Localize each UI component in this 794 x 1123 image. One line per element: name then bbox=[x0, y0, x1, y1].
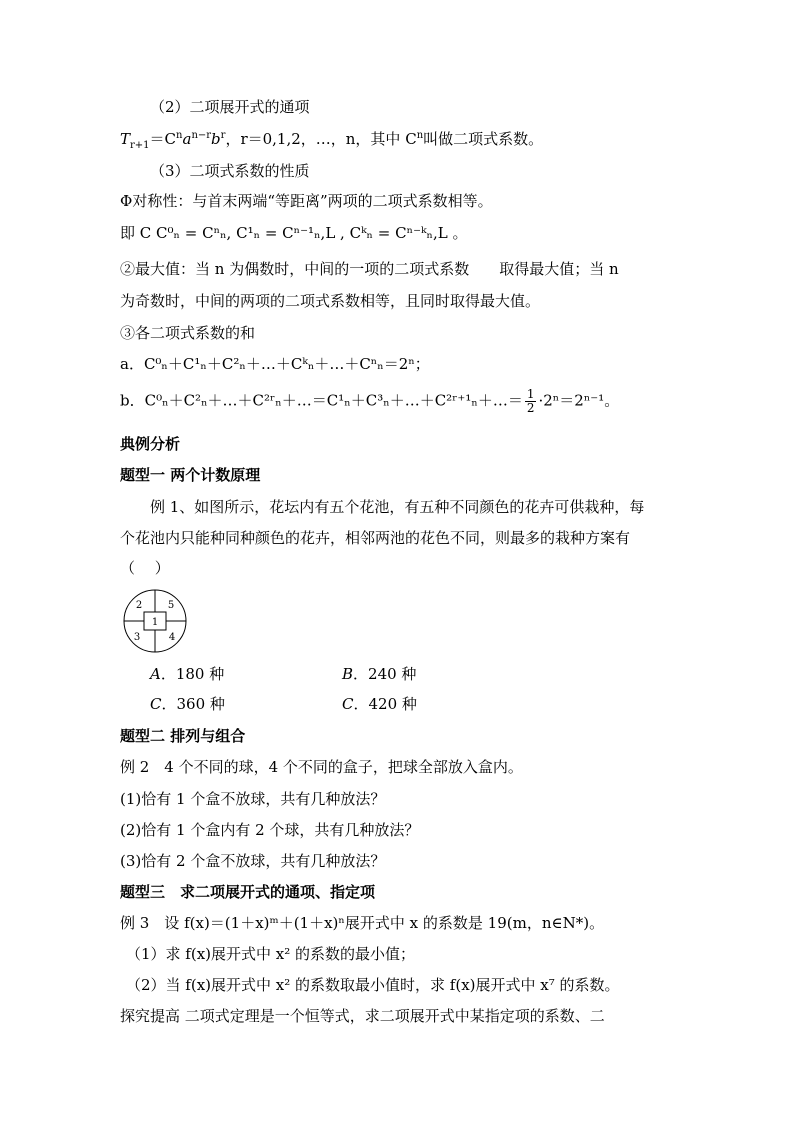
section-3-heading: （3）二项式系数的性质 bbox=[150, 162, 310, 180]
option-d-letter: C bbox=[342, 695, 354, 713]
option-a-letter: A bbox=[150, 665, 161, 683]
type-2-heading: 题型二 排列与组合 bbox=[120, 727, 246, 745]
option-c bbox=[150, 694, 225, 714]
term-n-sup-2: n bbox=[416, 130, 424, 141]
option-a bbox=[150, 664, 224, 684]
formula-a: a．C⁰ₙ＋C¹ₙ＋C²ₙ＋…＋Cᵏₙ＋…＋Cⁿₙ＝2ⁿ； bbox=[120, 355, 430, 373]
term-a: a bbox=[182, 130, 192, 148]
example-1-line-2: 个花池内只能种同种颜色的花卉，相邻两池的花色不同，则最多的栽种方案有 bbox=[120, 529, 631, 547]
general-term-formula bbox=[120, 129, 543, 149]
term-b: b bbox=[211, 130, 221, 148]
symmetry-formula: 即 C C⁰ₙ = Cⁿₙ, C¹ₙ = Cⁿ⁻¹ₙ,L , Cᵏₙ = Cⁿ⁻ᵏₙ,L 。 bbox=[120, 224, 468, 242]
pool-label-1: 1 bbox=[151, 617, 159, 628]
sum-heading: ③各二项式系数的和 bbox=[120, 324, 256, 342]
option-c-letter: C bbox=[150, 695, 162, 713]
option-b-letter: B bbox=[342, 665, 354, 683]
term-eq: ＝C bbox=[149, 130, 177, 148]
term-r-sup: r bbox=[220, 130, 226, 141]
flower-bed-diagram bbox=[120, 588, 190, 658]
example-1-line-3: （ ） bbox=[120, 559, 170, 577]
example-3-question-1: （1）求 f(x)展开式中 x² 的系数的最小值； bbox=[126, 945, 416, 963]
term-exp1: n−r bbox=[191, 130, 212, 141]
type-3-heading: 题型三 求二项展开式的通项、指定项 bbox=[120, 883, 376, 901]
term-t: T bbox=[120, 130, 131, 148]
formula-b-post: ·2ⁿ＝2ⁿ⁻¹。 bbox=[538, 391, 620, 410]
section-examples-heading: 典例分析 bbox=[120, 435, 181, 453]
term-tail: 叫做二项式系数。 bbox=[423, 130, 544, 148]
type-1-heading: 题型一 两个计数原理 bbox=[120, 466, 261, 484]
symmetry-bullet-icon: Φ bbox=[120, 192, 133, 210]
example-1-line-1: 例 1、如图所示，花坛内有五个花池，有五种不同颜色的花卉可供栽种，每 bbox=[150, 498, 645, 516]
example-2-question-3: (3)恰有 2 个盒不放球，共有几种放法？ bbox=[120, 852, 386, 870]
pool-label-4: 4 bbox=[168, 632, 176, 643]
option-d-text: ．420 种 bbox=[353, 695, 417, 713]
fraction-numerator: 1 bbox=[526, 387, 535, 401]
max-value-line-2: 为奇数时，中间的两项的二项式系数相等，且同时取得最大值。 bbox=[120, 292, 541, 310]
term-t-sub: r+1 bbox=[130, 140, 150, 151]
option-a-text: ．180 种 bbox=[160, 665, 225, 683]
example-3-question-2: （2）当 f(x)展开式中 x² 的系数取最小值时，求 f(x)展开式中 x⁷ 的系数。 bbox=[126, 976, 620, 994]
example-2-question-1: (1)恰有 1 个盒不放球，共有几种放法？ bbox=[120, 790, 386, 808]
pool-label-3: 3 bbox=[133, 632, 141, 643]
pool-label-5: 5 bbox=[167, 600, 175, 611]
fraction-denominator: 2 bbox=[526, 401, 535, 415]
formula-b bbox=[120, 388, 619, 415]
example-3-intro: 例 3 设 f(x)＝(1＋x)ᵐ＋(1＋x)ⁿ展开式中 x 的系数是 19(m，n∈N*)。 bbox=[120, 914, 605, 932]
max-value-line-1: ②最大值：当 n 为偶数时，中间的一项的二项式系数 取得最大值；当 n bbox=[120, 260, 619, 278]
fraction-half bbox=[525, 388, 537, 415]
option-b bbox=[342, 664, 416, 684]
symmetry-text: 对称性：与首末两端“等距离”两项的二项式系数相等。 bbox=[132, 192, 493, 210]
option-b-text: ．240 种 bbox=[353, 665, 417, 683]
option-c-text: ．360 种 bbox=[161, 695, 225, 713]
example-2-question-2: (2)恰有 1 个盒内有 2 个球，共有几种放法？ bbox=[120, 821, 420, 839]
explore-paragraph: 探究提高 二项式定理是一个恒等式，求二项展开式中某指定项的系数、二 bbox=[120, 1007, 605, 1025]
pool-label-2: 2 bbox=[135, 600, 143, 611]
term-n-sup: n bbox=[176, 130, 183, 141]
option-d bbox=[342, 694, 417, 714]
symmetry-line bbox=[120, 191, 493, 211]
term-range: ，r＝0,1,2，…，n，其中 C bbox=[225, 130, 417, 148]
section-2-heading: （2）二项展开式的通项 bbox=[150, 98, 310, 116]
example-2-intro: 例 2 4 个不同的球，4 个不同的盒子，把球全部放入盒内。 bbox=[120, 758, 523, 776]
formula-b-pre: b．C⁰ₙ＋C²ₙ＋…＋C²ʳₙ＋…＝C¹ₙ＋C³ₙ＋…＋C²ʳ⁺¹ₙ＋…＝ bbox=[120, 391, 523, 410]
